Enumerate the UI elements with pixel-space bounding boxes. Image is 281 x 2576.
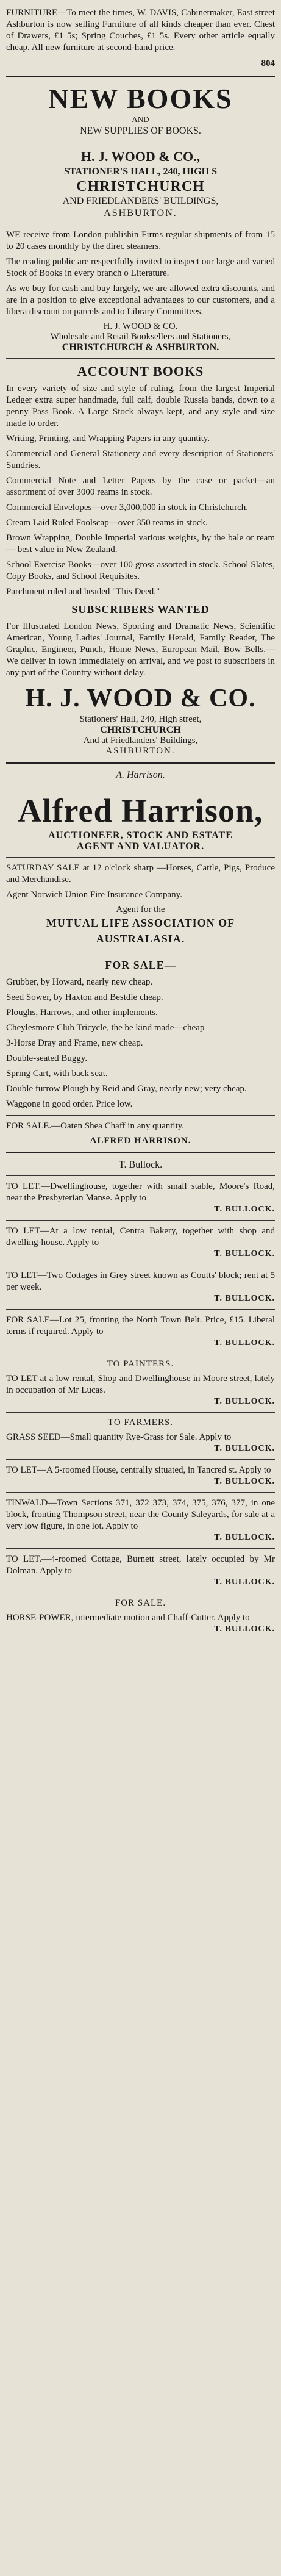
wood-footer-firm: H. J. WOOD & CO. [25,684,256,712]
bullock-ad-signature: T. BULLOCK. [214,1624,275,1634]
bullock-section [6,1160,275,1635]
bullock-ad-signature: T. BULLOCK. [214,1249,275,1258]
to-farmers-heading: TO FARMERS. [107,1418,174,1427]
wood-new-books-ad [6,83,275,353]
wood-footer-line-2: CHRISTCHURCH [100,725,181,735]
wood-buildings: AND FRIEDLANDERS' BUILDINGS, [62,196,219,206]
account-books-para-5: Commercial Envelopes—over 3,000,000 in stock in Christchurch. [6,503,249,512]
bullock-ad [6,1554,275,1588]
divider [6,1115,275,1116]
harrison-header: A. Harrison. [116,770,165,780]
harrison-role-1: AUCTIONEER, STOCK AND ESTATE [48,830,233,841]
account-books-para-3: Commercial and General Stationery and every description of Stationers' Sundries. [6,449,275,470]
bullock-ad-text: GRASS SEED—Small quantity Rye-Grass for Sale. Apply to [6,1432,232,1442]
bullock-ad-heading [6,1418,275,1428]
bullock-ad-text: FOR SALE—Lot 25, fronting the North Town Belt. Price, £15. Liberal terms if required. Apply to [6,1315,275,1336]
bullock-ad-signature: T. BULLOCK. [214,1397,275,1406]
divider [6,1309,275,1310]
bullock-ad-text: TO LET.—4-roomed Cottage, Burnett street, lately occupied by Mr Dolman. Apply to [6,1554,275,1576]
divider [6,1175,275,1176]
harrison-ad [6,770,275,1146]
bullock-header: T. Bullock. [118,1160,163,1170]
harrison-item: Ploughs, Harrows, and other implements. [6,1008,158,1017]
bullock-ad-heading [6,1359,275,1369]
harrison-item: Double-seated Buggy. [6,1053,88,1063]
new-books-subtitle: NEW SUPPLIES OF BOOKS. [80,126,201,136]
divider [6,762,275,764]
bullock-ad [6,1225,275,1260]
harrison-signature: ALFRED HARRISON. [90,1136,191,1146]
account-books-para-7: Brown Wrapping, Double Imperial various weights, by the bale or ream— best value in New Zealand. [6,533,275,554]
bullock-ad-text: TO LET—Two Cottages in Grey street known as Coutts' block; rent at 5 per week. [6,1271,275,1292]
wood-firm-repeat: H. J. WOOD & CO. [103,321,178,331]
wood-firm-name: H. J. WOOD & CO., [80,149,201,164]
account-books-section [6,364,275,598]
bullock-ad [6,1373,275,1407]
bullock-ad [6,1270,275,1304]
divider [6,1459,275,1460]
divider [6,1548,275,1549]
harrison-oaten-chaff: FOR SALE.—Oaten Shea Chaff in any quantity. [6,1121,185,1131]
harrison-item: Waggone in good order. Price low. [6,1099,133,1109]
harrison-item: 3-Horse Dray and Frame, new cheap. [6,1038,143,1048]
harrison-name: Alfred Harrison, [18,792,263,829]
bullock-ad-signature: T. BULLOCK. [214,1577,275,1587]
bullock-ad-signature: T. BULLOCK. [214,1205,275,1214]
wood-town: ASHBURTON. [104,208,177,218]
harrison-item: Cheylesmore Club Tricycle, the be kind made—cheap [6,1023,205,1033]
account-books-para-8: School Exercise Books—over 100 gross assorted in stock. School Slates, Copy Books, and School Requisites. [6,560,275,581]
harrison-item: Grubber, by Howard, nearly new cheap. [6,977,153,987]
bullock-ad [6,1432,275,1454]
wood-para-1: WE receive from London publishin Firms regular shipments of from 15 to 20 cases monthly by the direc steamers. [6,230,275,251]
wood-footer [6,683,275,756]
account-books-para-4: Commercial Note and Letter Papers by the case or packet—an assortment of over 3000 reams in stock. [6,476,275,497]
wood-places: CHRISTCHURCH & ASHBURTON. [62,342,219,353]
bullock-ad-text: TO LET.—Dwellinghouse, together with small stable, Moore's Road, near the Presbyterian Manse. Apply to [6,1182,275,1203]
account-books-para-1: In every variety of size and style of ruling, from the largest Imperial Ledger extra super handmade, full calf, double Russia bands, down to a penny Pass Book. A Large Stock always kept, and any style and size made to order. [6,384,275,428]
wood-para-3: As we buy for cash and buy largely, we are allowed extra discounts, and are in a position to give exceptional advantages to our customers, and a libera discount on parcels and to Library Committees. [6,284,275,317]
account-books-para-9: Parchment ruled and headed "This Deed." [6,587,160,597]
wood-footer-line-4: ASHBURTON. [105,746,176,756]
newspaper-column [6,0,275,1635]
bullock-ad [6,1315,275,1349]
wood-wholesale: Wholesale and Retail Booksellers and Stationers, [50,332,231,342]
furniture-ad-text: FURNITURE—To meet the times, W. DAVIS, Cabinetmaker, East street Ashburton is now selling Furniture of all kinds cheaper than ever. Chest of Drawers, £1 5s; Spring Couches, £1 5s. Every other article equally cheap. All new furniture at second-hand price. [6,8,275,52]
divider [6,857,275,858]
subscribers-text: For Illustrated London News, Sporting and Dramatic News, Scientific American, Young Ladies' Journal, Family Herald, Family Reader, The Graphic, Engineer, Punch, Home News, European Mail, Bow Bells.—We deliver in town immediately on arrival, and we post to subscribers in any part of the Country without delay. [6,622,275,678]
harrison-agent: Agent Norwich Union Fire Insurance Company. [6,890,182,900]
furniture-ad-ref: 804 [261,59,275,68]
subscribers-section [6,601,275,679]
divider [6,1412,275,1413]
harrison-item: Spring Cart, with back seat. [6,1069,108,1078]
bullock-ad-text: TO LET—A 5-roomed House, centrally situated, in Tancred st. Apply to [6,1465,271,1475]
bullock-ad-signature: T. BULLOCK. [214,1338,275,1347]
harrison-agent-for: Agent for the [116,905,165,914]
account-books-para-2: Writing, Printing, and Wrapping Papers in any quantity. [6,434,210,443]
bullock-ad-text: TO LET at a low rental, Shop and Dwellinghouse in Moore street, lately in occupation of Mr Lucas. [6,1374,275,1395]
wood-stationers-hall: STATIONER'S HALL, 240, HIGH S [63,167,218,177]
for-sale-heading: FOR SALE. [115,1598,166,1608]
harrison-role-2: AGENT AND VALUATOR. [76,841,205,852]
bullock-ad-signature: T. BULLOCK. [214,1444,275,1453]
bullock-ad-signature: T. BULLOCK. [214,1477,275,1486]
to-painters-heading: TO PAINTERS. [107,1359,174,1369]
harrison-mutual-life: MUTUAL LIFE ASSOCIATION OF AUSTRALASIA. [46,917,235,945]
account-books-heading: ACCOUNT BOOKS [77,364,204,379]
wood-footer-line-1: Stationers' Hall, 240, High street, [79,714,202,724]
wood-para-2: The reading public are respectfully invited to inspect our large and varied Stock of Books in every branch o Literature. [6,257,275,278]
wood-footer-line-3: And at Friedlanders' Buildings, [83,736,198,745]
divider [6,1220,275,1221]
divider [6,76,275,77]
bullock-ad-signature: T. BULLOCK. [214,1294,275,1303]
bullock-ad [6,1498,275,1543]
new-books-heading: NEW BOOKS [48,83,233,114]
bullock-ad [6,1465,275,1487]
subscribers-heading: SUBSCRIBERS WANTED [71,603,210,615]
harrison-saturday-sale: SATURDAY SALE at 12 o'clock sharp —Horses, Cattle, Pigs, Produce and Merchandise. [6,863,275,884]
divider [6,1492,275,1493]
harrison-for-sale: FOR SALE— [105,959,176,971]
divider [6,358,275,359]
and-text: AND [132,115,149,124]
bullock-ad-text: HORSE-POWER, intermediate motion and Chaff-Cutter. Apply to [6,1613,250,1623]
bullock-ad-heading [6,1598,275,1609]
harrison-item: Seed Sower, by Haxton and Bestdie cheap. [6,992,163,1002]
divider [6,1152,275,1153]
bullock-ad [6,1612,275,1635]
bullock-ad-signature: T. BULLOCK. [214,1533,275,1542]
harrison-item: Double furrow Plough by Reid and Gray, nearly new; very cheap. [6,1084,247,1094]
bullock-ad [6,1181,275,1215]
bullock-ad-text: TINWALD—Town Sections 371, 372 373, 374, 375, 376, 377, in one block, fronting Thompson street, near the County Saleyards, for sale at a very low figure, in one lot. Apply to [6,1498,275,1531]
furniture-ad [6,7,275,70]
bullock-ad-text: TO LET—At a low rental, Centra Bakery, together with shop and dwelling-house. Apply to [6,1226,275,1247]
account-books-para-6: Cream Laid Ruled Foolscap—over 350 reams in stock. [6,518,208,528]
wood-city: CHRISTCHURCH [76,179,205,195]
